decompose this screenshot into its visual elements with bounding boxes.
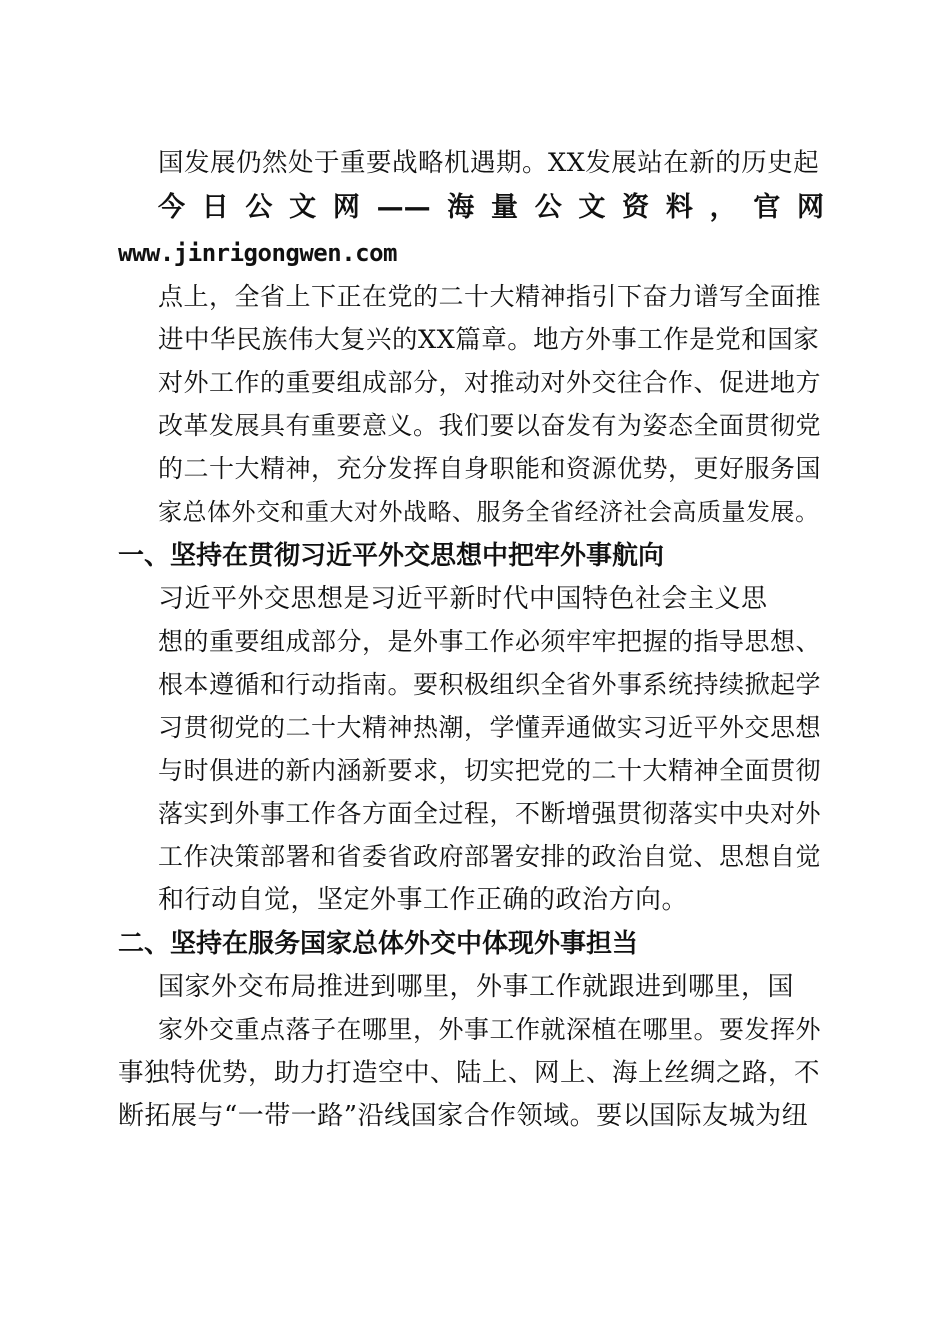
body-line: 的二十大精神，充分发挥自身职能和资源优势，更好服务国 <box>158 454 822 483</box>
body-line: 想的重要组成部分，是外事工作必须牢牢把握的指导思想、 <box>158 627 822 656</box>
body-line: 家总体外交和重大对外战略、服务全省经济社会高质量发展。 <box>158 498 820 526</box>
body-line: 对外工作的重要组成部分，对推动对外交往合作、促进地方 <box>158 368 822 397</box>
body-line: 改革发展具有重要意义。我们要以奋发有为姿态全面贯彻党 <box>158 411 822 440</box>
body-line: 进中华民族伟大复兴的XX篇章。地方外事工作是党和国家 <box>158 325 820 355</box>
body-line: 点上，全省上下正在党的二十大精神指引下奋力谱写全面推 <box>158 282 822 311</box>
body-line: 根本遵循和行动指南。要积极组织全省外事系统持续掀起学 <box>158 670 822 699</box>
body-line: 习近平外交思想是习近平新时代中国特色社会主义思 <box>158 584 768 614</box>
body-line: 国发展仍然处于重要战略机遇期。XX发展站在新的历史起 <box>158 148 820 178</box>
body-line: 国家外交布局推进到哪里，外事工作就跟进到哪里，国 <box>158 972 795 1002</box>
body-line: 家外交重点落子在哪里，外事工作就深植在哪里。要发挥外 <box>158 1015 822 1044</box>
website-url: www.jinrigongwen.com <box>118 239 397 267</box>
section-heading-2: 二、坚持在服务国家总体外交中体现外事担当 <box>118 929 639 959</box>
section-heading-1: 一、坚持在贯彻习近平外交思想中把牢外事航向 <box>118 541 665 571</box>
body-line: 事独特优势，助力打造空中、陆上、网上、海上丝绸之路，不 <box>118 1058 821 1088</box>
body-line: 与时俱进的新内涵新要求，切实把党的二十大精神全面贯彻 <box>158 756 822 785</box>
body-line: 和行动自觉，坚定外事工作正确的政治方向。 <box>158 885 689 915</box>
body-line: 断拓展与“一带一路”沿线国家合作领域。要以国际友城为纽 <box>118 1101 809 1131</box>
watermark-banner: 今日公文网——海量公文资料，官网 <box>158 192 824 223</box>
body-line: 工作决策部署和省委省政府部署安排的政治自觉、思想自觉 <box>158 842 822 871</box>
body-line: 习贯彻党的二十大精神热潮，学懂弄通做实习近平外交思想 <box>158 713 822 742</box>
body-line: 落实到外事工作各方面全过程，不断增强贯彻落实中央对外 <box>158 799 822 828</box>
